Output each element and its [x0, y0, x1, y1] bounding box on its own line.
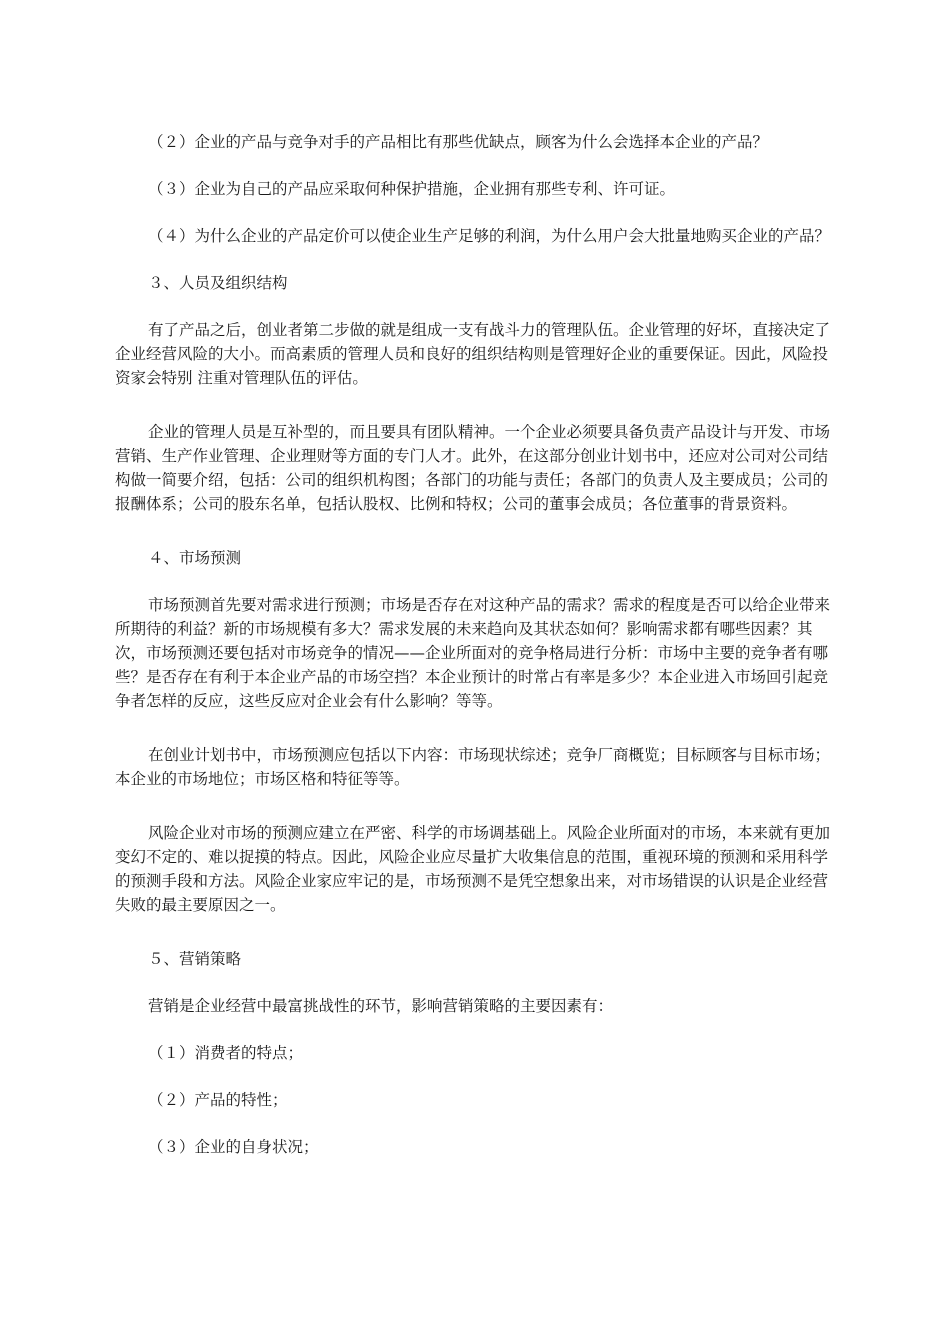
list-item-enterprise: （３）企业的自身状况；: [148, 1138, 319, 1156]
paragraph-management-personnel: 企业的管理人员是互补型的，而且要具有团队精神。一个企业必须要具备负责产品设计与开发、市场营销、生产作业管理、企业理财等方面的专门人才。此外，在这部分创业计划书中，还应对公司对公司结构做一简要介绍，包括：公司的组织机构图；各部门的功能与责任；各部门的负责人及主要成员；公司的报酬体系；公司的股东名单，包括认股权、比例和特权；公司的董事会成员；各位董事的背景资料。: [115, 423, 831, 513]
section-heading-marketing: ５、营销策略: [148, 950, 242, 968]
section-heading-personnel: ３、人员及组织结构: [148, 274, 288, 292]
paragraph-management-team: 有了产品之后，创业者第二步做的就是组成一支有战斗力的管理队伍。企业管理的好坏，直接决定了企业经营风险的大小。而高素质的管理人员和良好的组织结构则是管理好企业的重要保证。因此，风险投资家会特别 注重对管理队伍的评估。: [115, 321, 831, 387]
list-item-product: （２）产品的特性；: [148, 1091, 288, 1109]
paragraph-item-3: （３）企业为自己的产品应采取何种保护措施，企业拥有那些专利、许可证。: [148, 180, 676, 198]
paragraph-forecast-contents: 在创业计划书中，市场预测应包括以下内容：市场现状综述；竞争厂商概览；目标顾客与目标市场；本企业的市场地位；市场区格和特征等等。: [115, 746, 831, 788]
section-heading-market-forecast: ４、市场预测: [148, 549, 242, 567]
document-body: [115, 130, 840, 1159]
paragraph-market-research: 风险企业对市场的预测应建立在严密、科学的市场调基础上。风险企业所面对的市场，本来就有更加变幻不定的、难以捉摸的特点。因此，风险企业应尽量扩大收集信息的范围，重视环境的预测和采用科学的预测手段和方法。风险企业家应牢记的是，市场预测不是凭空想象出来，对市场错误的认识是企业经营失败的最主要原因之一。: [115, 824, 831, 914]
paragraph-demand-forecast: 市场预测首先要对需求进行预测；市场是否存在对这种产品的需求？需求的程度是否可以给企业带来所期待的利益？新的市场规模有多大？需求发展的未来趋向及其状态如何？影响需求都有哪些因素？其次，市场预测还要包括对市场竞争的情况——企业所面对的竞争格局进行分析：市场中主要的竞争者有哪些？是否存在有利于本企业产品的市场空挡？本企业预计的时常占有率是多少？本企业进入市场回引起竞争者怎样的反应，这些反应对企业会有什么影响？等等。: [115, 596, 831, 710]
paragraph-item-2: （２）企业的产品与竞争对手的产品相比有那些优缺点，顾客为什么会选择本企业的产品？: [148, 133, 769, 151]
paragraph-item-4: （４）为什么企业的产品定价可以使企业生产足够的利润，为什么用户会大批量地购买企业的产品？: [148, 227, 831, 245]
paragraph-marketing-factors: 营销是企业经营中最富挑战性的环节，影响营销策略的主要因素有：: [148, 997, 614, 1015]
list-item-consumer: （１）消费者的特点；: [148, 1044, 304, 1062]
